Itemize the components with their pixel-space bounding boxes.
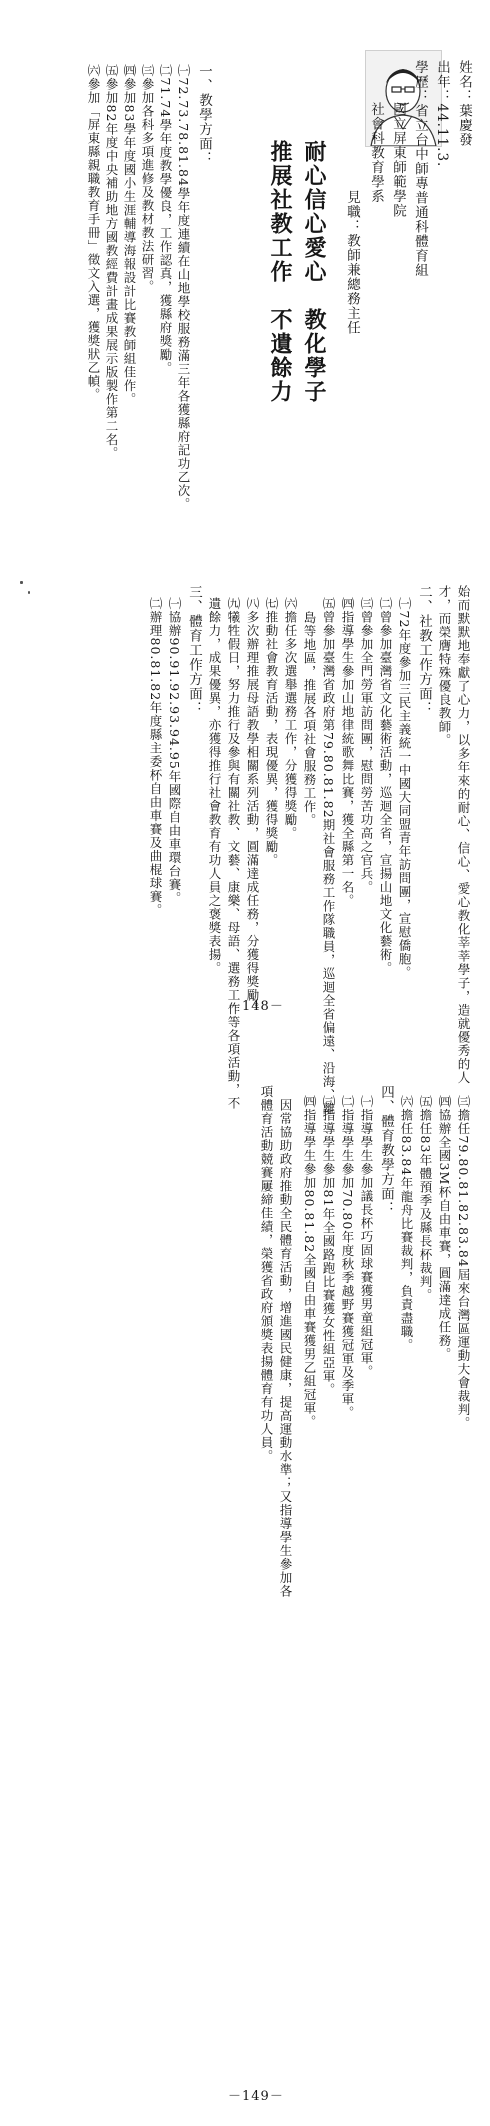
page-149-item: ㈣協辦全國3M杯自由車賽，圓滿達成任務。 bbox=[437, 1095, 452, 1361]
page-149-item: ㈢擔任79.80.81.82.83.84屆來台灣區運動大會裁判。 bbox=[456, 1095, 471, 1430]
section-2-item-cont: 遺餘力，成果優異，亦獲得推行社會教育有功人員之褒獎表揚。 bbox=[207, 597, 222, 975]
closing-line-2: 項體育活動競賽屢締佳績，榮獲省政府頒獎表揚體育有功人員。 bbox=[259, 1085, 274, 1463]
closing-line-1: 因常協助政府推動全民體育活動，增進國民健康，提高運動水準；又指導學生參加各 bbox=[278, 1085, 293, 1598]
section-3-heading: 三、體育工作方面： bbox=[186, 585, 202, 716]
page-149 bbox=[0, 1075, 490, 2126]
profile-current-job: 見職：教師兼總務主任 bbox=[344, 190, 360, 335]
section-2-heading: 二、社教工作方面： bbox=[416, 585, 432, 716]
section-4-heading: 四、體育教學方面： bbox=[378, 1085, 394, 1216]
scan-speck bbox=[20, 581, 23, 584]
page-149-item: ㈥擔任83.84年龍舟比賽裁判，負責盡職。 bbox=[399, 1095, 414, 1352]
section-4-item: ㈣指導學生參加80.81.82全國自由車賽獲男乙組冠軍。 bbox=[302, 1095, 317, 1429]
page-149-item: ㈤擔任83年體預季及縣長杯裁判。 bbox=[418, 1095, 433, 1302]
section-4-item: ㈠指導學生參加議長杯巧固球賽獲男童組冠軍。 bbox=[359, 1095, 374, 1379]
section-2-item: ㈧多次辦理推展母語教學相關系列活動，圓滿達成任務，分獲得獎勵。 bbox=[245, 597, 260, 1016]
section-4-item: ㈡指導學生參加70.80年度秋季越野賽獲冠軍及季軍。 bbox=[340, 1095, 355, 1420]
profile-birth: 出年：44.11.3. bbox=[434, 60, 450, 168]
page-number-148: －148－ bbox=[228, 999, 284, 1014]
section-2-item: ㈥擔任多次選舉選務工作，分獲得獎勵。 bbox=[283, 597, 298, 840]
section-2-item: ㈣指導學生參加山地律統歌舞比賽，獲全縣第一名。 bbox=[340, 597, 355, 908]
section-2-intro-line-1: 始而默默地奉獻了心力，以多年來的耐心、信心、愛心教化莘莘學子，造就優秀的人 bbox=[456, 585, 471, 1085]
section-2-item-cont: 島等地區，推展各項社會服務工作。 bbox=[302, 611, 317, 827]
section-2-intro-line-2: 才，而榮膺特殊優良教師。 bbox=[437, 585, 452, 747]
section-1-item: ㈥參加「屏東縣親職教育手冊」徵文入選，獲獎狀乙幀。 bbox=[86, 64, 101, 402]
section-2-item: ㈨犧牲假日，努力推行及參與有關社教、文藝、康樂、母語、選務工作等各項活動，不 bbox=[226, 597, 241, 1110]
section-2-item: ㈦推動社會教育活動，表現優異，獲得獎勵。 bbox=[264, 597, 279, 867]
section-2-item: ㈤曾參加臺灣省政府第79.80.81.82期社會服務工作隊職員，巡迴全省偏遠、沿海、離 bbox=[321, 597, 336, 1116]
motto-line-1: 耐心信心愛心 教化學子 bbox=[301, 140, 327, 404]
section-1-item: ㈣參加83學年度國小生涯輔導海報設計比賽教師組佳作。 bbox=[122, 64, 137, 406]
section-1-item: ㈤參加82年度中央補助地方國教經費計畫成果展示版製作第二名。 bbox=[104, 64, 119, 460]
profile-education-3: 社會科教育學系 bbox=[368, 102, 384, 204]
profile-name: 姓名：葉慶發 bbox=[456, 60, 472, 147]
scan-speck bbox=[28, 591, 30, 594]
section-1-item: ㈠72.73.78.81.84學年度連續在山地學校服務滿三年各獲縣府記功乙次。 bbox=[176, 64, 191, 511]
page-148-bottom bbox=[0, 575, 490, 1116]
section-3-item: ㈡辦理80.81.82年度縣主委杯自由車賽及曲棍球賽。 bbox=[148, 597, 163, 918]
page-number-149: －149－ bbox=[228, 2089, 284, 2104]
section-2-item: ㈢曾參加全門勞軍訪問團，慰問勞苦功高之官兵。 bbox=[359, 597, 374, 894]
motto-line-2: 推展社教工作 不遺餘力 bbox=[267, 140, 293, 404]
profile-education: 學歷：省立台中師專普通科體育組 bbox=[412, 60, 428, 278]
section-4-item: ㈢指導學生參加81年全國路跑比賽獲女性組亞軍。 bbox=[321, 1095, 336, 1397]
section-2-item: ㈠72年度參加三民主義統一中國大同盟青年訪問團，宣慰僑胞。 bbox=[397, 597, 412, 980]
section-1-item: ㈡71.74學年度教學優良，工作認真，獲縣府獎勵。 bbox=[158, 64, 173, 375]
section-1-heading: 一、教學方面： bbox=[196, 64, 212, 166]
profile-education-2: 國立屏東師範學院 bbox=[390, 102, 406, 218]
section-2-item: ㈡曾參加臺灣省文化藝術活動，巡迴全省，宣揚山地文化藝術。 bbox=[378, 597, 393, 975]
section-3-item: ㈠協辦90.91.92.93.94.95年國際自由車環台賽。 bbox=[167, 597, 182, 905]
section-1-item: ㈢參加各科多項進修及教材教法研習。 bbox=[140, 64, 155, 294]
